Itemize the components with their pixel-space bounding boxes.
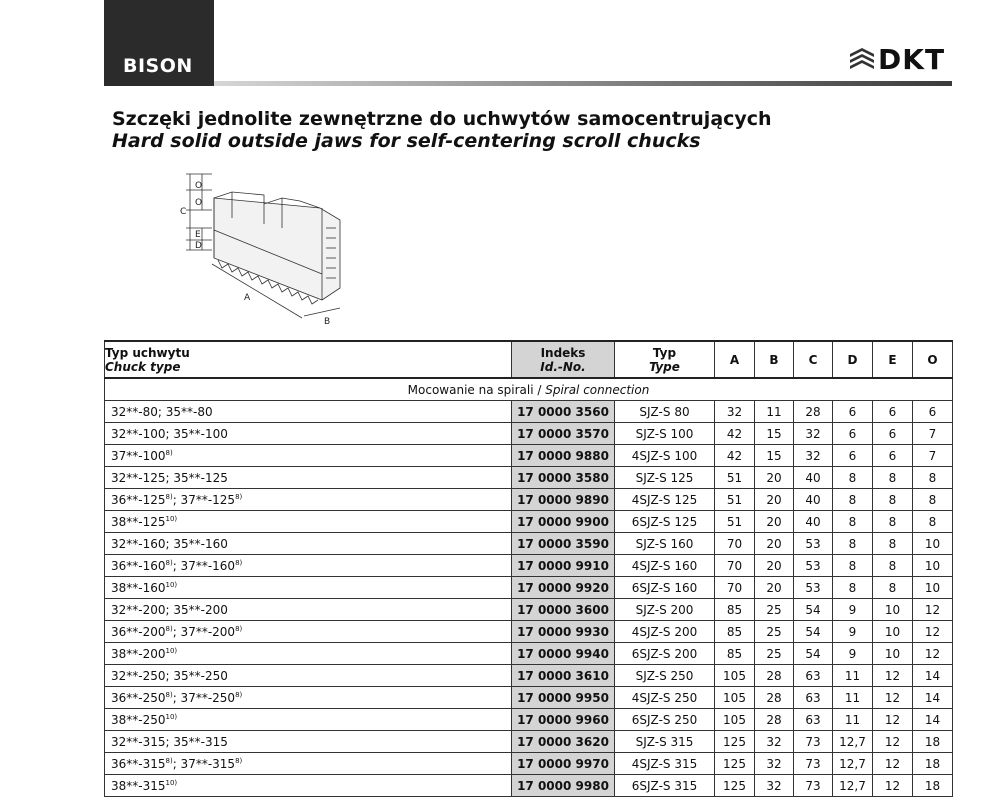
- cell-a: 70: [715, 555, 755, 577]
- header-chuck-type: Typ uchwytu Chuck type: [105, 341, 512, 378]
- cell-d: 11: [833, 709, 873, 731]
- cell-e: 12: [873, 709, 913, 731]
- cell-chuck-type: 32**-250; 35**-250: [105, 665, 512, 687]
- cell-e: 6: [873, 401, 913, 423]
- cell-a: 125: [715, 775, 755, 797]
- cell-index: 17 0000 9900: [512, 511, 615, 533]
- cell-b: 25: [755, 621, 794, 643]
- cell-d: 9: [833, 599, 873, 621]
- cell-type: SJZ-S 125: [615, 467, 715, 489]
- cell-c: 63: [794, 709, 833, 731]
- cell-d: 9: [833, 643, 873, 665]
- cell-type: 6SJZ-S 315: [615, 775, 715, 797]
- cell-chuck-type: 36**-250$^{8)}$; 37**-250$^{8)}$: [105, 687, 512, 709]
- dim-label-b: B: [324, 317, 331, 327]
- cell-a: 85: [715, 643, 755, 665]
- cell-index: 17 0000 9930: [512, 621, 615, 643]
- cell-c: 73: [794, 775, 833, 797]
- table-row: [105, 401, 953, 423]
- cell-b: 20: [755, 489, 794, 511]
- cell-e: 12: [873, 775, 913, 797]
- dim-label-a: A: [244, 293, 251, 303]
- cell-type: 4SJZ-S 315: [615, 753, 715, 775]
- cell-o: 10: [913, 577, 953, 599]
- cell-o: 14: [913, 709, 953, 731]
- cell-index: 17 0000 3620: [512, 731, 615, 753]
- cell-e: 8: [873, 577, 913, 599]
- table-header-row: [105, 341, 953, 378]
- cell-index: 17 0000 9980: [512, 775, 615, 797]
- cell-c: 54: [794, 599, 833, 621]
- cell-a: 70: [715, 577, 755, 599]
- cell-chuck-type: 37**-100$^{8)}$: [105, 445, 512, 467]
- cell-d: 6: [833, 423, 873, 445]
- cell-o: 12: [913, 599, 953, 621]
- cell-d: 12,7: [833, 753, 873, 775]
- cell-a: 125: [715, 731, 755, 753]
- cell-type: SJZ-S 200: [615, 599, 715, 621]
- table-row: [105, 775, 953, 797]
- header-b: B: [755, 341, 794, 378]
- cell-c: 40: [794, 467, 833, 489]
- cell-e: 8: [873, 555, 913, 577]
- cell-c: 73: [794, 753, 833, 775]
- cell-d: 8: [833, 511, 873, 533]
- cell-d: 6: [833, 401, 873, 423]
- cell-type: SJZ-S 250: [615, 665, 715, 687]
- cell-a: 51: [715, 511, 755, 533]
- cell-a: 85: [715, 599, 755, 621]
- cell-o: 18: [913, 731, 953, 753]
- cell-o: 12: [913, 643, 953, 665]
- header-o: O: [913, 341, 953, 378]
- cell-type: 6SJZ-S 200: [615, 643, 715, 665]
- cell-index: 17 0000 9960: [512, 709, 615, 731]
- cell-a: 32: [715, 401, 755, 423]
- jaw-spec-table: [104, 340, 953, 797]
- cell-type: SJZ-S 80: [615, 401, 715, 423]
- cell-c: 63: [794, 665, 833, 687]
- page-title-english: Hard solid outside jaws for self-centering scroll chucks: [112, 130, 701, 152]
- cell-c: 54: [794, 643, 833, 665]
- cell-b: 20: [755, 511, 794, 533]
- cell-c: 53: [794, 533, 833, 555]
- cell-d: 9: [833, 621, 873, 643]
- cell-o: 12: [913, 621, 953, 643]
- header-type: Typ Type: [615, 341, 715, 378]
- cell-e: 6: [873, 445, 913, 467]
- cell-index: 17 0000 3570: [512, 423, 615, 445]
- brand-name: BISON: [123, 55, 193, 77]
- cell-a: 85: [715, 621, 755, 643]
- header-a: A: [715, 341, 755, 378]
- cell-a: 42: [715, 445, 755, 467]
- cell-e: 6: [873, 423, 913, 445]
- table-row: [105, 709, 953, 731]
- jaw-technical-drawing: [172, 168, 352, 328]
- cell-chuck-type: 32**-315; 35**-315: [105, 731, 512, 753]
- table-row: [105, 731, 953, 753]
- cell-c: 32: [794, 445, 833, 467]
- cell-a: 105: [715, 665, 755, 687]
- logo-text: DKT: [878, 43, 946, 76]
- cell-type: 6SJZ-S 250: [615, 709, 715, 731]
- cell-type: SJZ-S 315: [615, 731, 715, 753]
- cell-b: 20: [755, 555, 794, 577]
- cell-a: 105: [715, 687, 755, 709]
- cell-index: 17 0000 9890: [512, 489, 615, 511]
- cell-chuck-type: 32**-80; 35**-80: [105, 401, 512, 423]
- header-e: E: [873, 341, 913, 378]
- cell-b: 20: [755, 533, 794, 555]
- dim-label-e: E: [195, 230, 201, 240]
- table-row: [105, 687, 953, 709]
- cell-chuck-type: 36**-200$^{8)}$; 37**-200$^{8)}$: [105, 621, 512, 643]
- cell-d: 8: [833, 533, 873, 555]
- cell-b: 32: [755, 753, 794, 775]
- cell-chuck-type: 38**-125$^{10)}$: [105, 511, 512, 533]
- cell-chuck-type: 32**-200; 35**-200: [105, 599, 512, 621]
- cell-d: 12,7: [833, 775, 873, 797]
- cell-index: 17 0000 9920: [512, 577, 615, 599]
- table-row: [105, 621, 953, 643]
- section-label: Mocowanie na spirali / Spiral connection: [105, 378, 953, 401]
- cell-type: 4SJZ-S 250: [615, 687, 715, 709]
- cell-type: 6SJZ-S 160: [615, 577, 715, 599]
- cell-e: 8: [873, 467, 913, 489]
- cell-index: 17 0000 3610: [512, 665, 615, 687]
- dim-label-c: C: [180, 207, 187, 217]
- cell-index: 17 0000 3580: [512, 467, 615, 489]
- cell-chuck-type: 32**-160; 35**-160: [105, 533, 512, 555]
- cell-index: 17 0000 3600: [512, 599, 615, 621]
- cell-o: 8: [913, 467, 953, 489]
- table-row: [105, 533, 953, 555]
- cell-a: 42: [715, 423, 755, 445]
- table-row: [105, 599, 953, 621]
- cell-o: 7: [913, 445, 953, 467]
- cell-c: 73: [794, 731, 833, 753]
- cell-o: 18: [913, 775, 953, 797]
- cell-index: 17 0000 9970: [512, 753, 615, 775]
- cell-d: 8: [833, 555, 873, 577]
- cell-type: 6SJZ-S 125: [615, 511, 715, 533]
- cell-c: 28: [794, 401, 833, 423]
- cell-o: 8: [913, 489, 953, 511]
- cell-b: 15: [755, 445, 794, 467]
- cell-e: 12: [873, 753, 913, 775]
- header-index: Indeks Id.-No.: [512, 341, 615, 378]
- cell-o: 7: [913, 423, 953, 445]
- cell-type: SJZ-S 160: [615, 533, 715, 555]
- cell-chuck-type: 32**-125; 35**-125: [105, 467, 512, 489]
- cell-e: 10: [873, 643, 913, 665]
- dim-label-o-bottom: O: [195, 198, 203, 208]
- cell-index: 17 0000 9950: [512, 687, 615, 709]
- cell-e: 8: [873, 511, 913, 533]
- table-row: [105, 753, 953, 775]
- cell-a: 105: [715, 709, 755, 731]
- cell-chuck-type: 38**-315$^{10)}$: [105, 775, 512, 797]
- table-row: [105, 423, 953, 445]
- cell-o: 14: [913, 665, 953, 687]
- cell-d: 12,7: [833, 731, 873, 753]
- cell-type: 4SJZ-S 100: [615, 445, 715, 467]
- cell-index: 17 0000 9940: [512, 643, 615, 665]
- cell-index: 17 0000 3560: [512, 401, 615, 423]
- cell-d: 8: [833, 577, 873, 599]
- table-row: [105, 445, 953, 467]
- cell-b: 28: [755, 709, 794, 731]
- cell-index: 17 0000 9910: [512, 555, 615, 577]
- cell-index: 17 0000 9880: [512, 445, 615, 467]
- cell-b: 28: [755, 687, 794, 709]
- page-title-polish: Szczęki jednolite zewnętrzne do uchwytów samocentrujących: [112, 108, 772, 130]
- cell-chuck-type: 36**-160$^{8)}$; 37**-160$^{8)}$: [105, 555, 512, 577]
- header-c: C: [794, 341, 833, 378]
- cell-type: SJZ-S 100: [615, 423, 715, 445]
- table-row: [105, 577, 953, 599]
- cell-type: 4SJZ-S 125: [615, 489, 715, 511]
- cell-c: 63: [794, 687, 833, 709]
- dim-label-o-top: O: [195, 181, 203, 191]
- table-row: [105, 467, 953, 489]
- cell-b: 20: [755, 467, 794, 489]
- section-row: [105, 378, 953, 401]
- cell-c: 32: [794, 423, 833, 445]
- cell-o: 18: [913, 753, 953, 775]
- cell-type: 4SJZ-S 160: [615, 555, 715, 577]
- cell-d: 8: [833, 467, 873, 489]
- cell-chuck-type: 36**-315$^{8)}$; 37**-315$^{8)}$: [105, 753, 512, 775]
- cell-e: 10: [873, 621, 913, 643]
- cell-b: 15: [755, 423, 794, 445]
- cell-b: 25: [755, 599, 794, 621]
- cell-a: 51: [715, 489, 755, 511]
- cell-a: 51: [715, 467, 755, 489]
- cell-o: 10: [913, 533, 953, 555]
- cell-chuck-type: 36**-125$^{8)}$; 37**-125$^{8)}$: [105, 489, 512, 511]
- table-row: [105, 555, 953, 577]
- cell-chuck-type: 32**-100; 35**-100: [105, 423, 512, 445]
- cell-e: 8: [873, 489, 913, 511]
- cell-b: 25: [755, 643, 794, 665]
- cell-index: 17 0000 3590: [512, 533, 615, 555]
- cell-c: 53: [794, 555, 833, 577]
- cell-e: 8: [873, 533, 913, 555]
- cell-a: 125: [715, 753, 755, 775]
- table-row: [105, 511, 953, 533]
- cell-d: 11: [833, 687, 873, 709]
- cell-e: 10: [873, 599, 913, 621]
- cell-c: 40: [794, 511, 833, 533]
- cell-o: 14: [913, 687, 953, 709]
- dim-label-d: D: [195, 241, 202, 251]
- cell-o: 10: [913, 555, 953, 577]
- cell-chuck-type: 38**-250$^{10)}$: [105, 709, 512, 731]
- cell-b: 32: [755, 731, 794, 753]
- cell-a: 70: [715, 533, 755, 555]
- cell-b: 32: [755, 775, 794, 797]
- cell-b: 20: [755, 577, 794, 599]
- cell-type: 4SJZ-S 200: [615, 621, 715, 643]
- cell-chuck-type: 38**-160$^{10)}$: [105, 577, 512, 599]
- cell-d: 11: [833, 665, 873, 687]
- cell-e: 12: [873, 687, 913, 709]
- table-row: [105, 665, 953, 687]
- cell-c: 54: [794, 621, 833, 643]
- cell-e: 12: [873, 731, 913, 753]
- cell-b: 28: [755, 665, 794, 687]
- header-d: D: [833, 341, 873, 378]
- cell-chuck-type: 38**-200$^{10)}$: [105, 643, 512, 665]
- cell-o: 8: [913, 511, 953, 533]
- cell-b: 11: [755, 401, 794, 423]
- table-row: [105, 489, 953, 511]
- table-row: [105, 643, 953, 665]
- cell-d: 8: [833, 489, 873, 511]
- cell-d: 6: [833, 445, 873, 467]
- cell-c: 40: [794, 489, 833, 511]
- cell-e: 12: [873, 665, 913, 687]
- cell-c: 53: [794, 577, 833, 599]
- cell-o: 6: [913, 401, 953, 423]
- header-rule: [214, 81, 952, 86]
